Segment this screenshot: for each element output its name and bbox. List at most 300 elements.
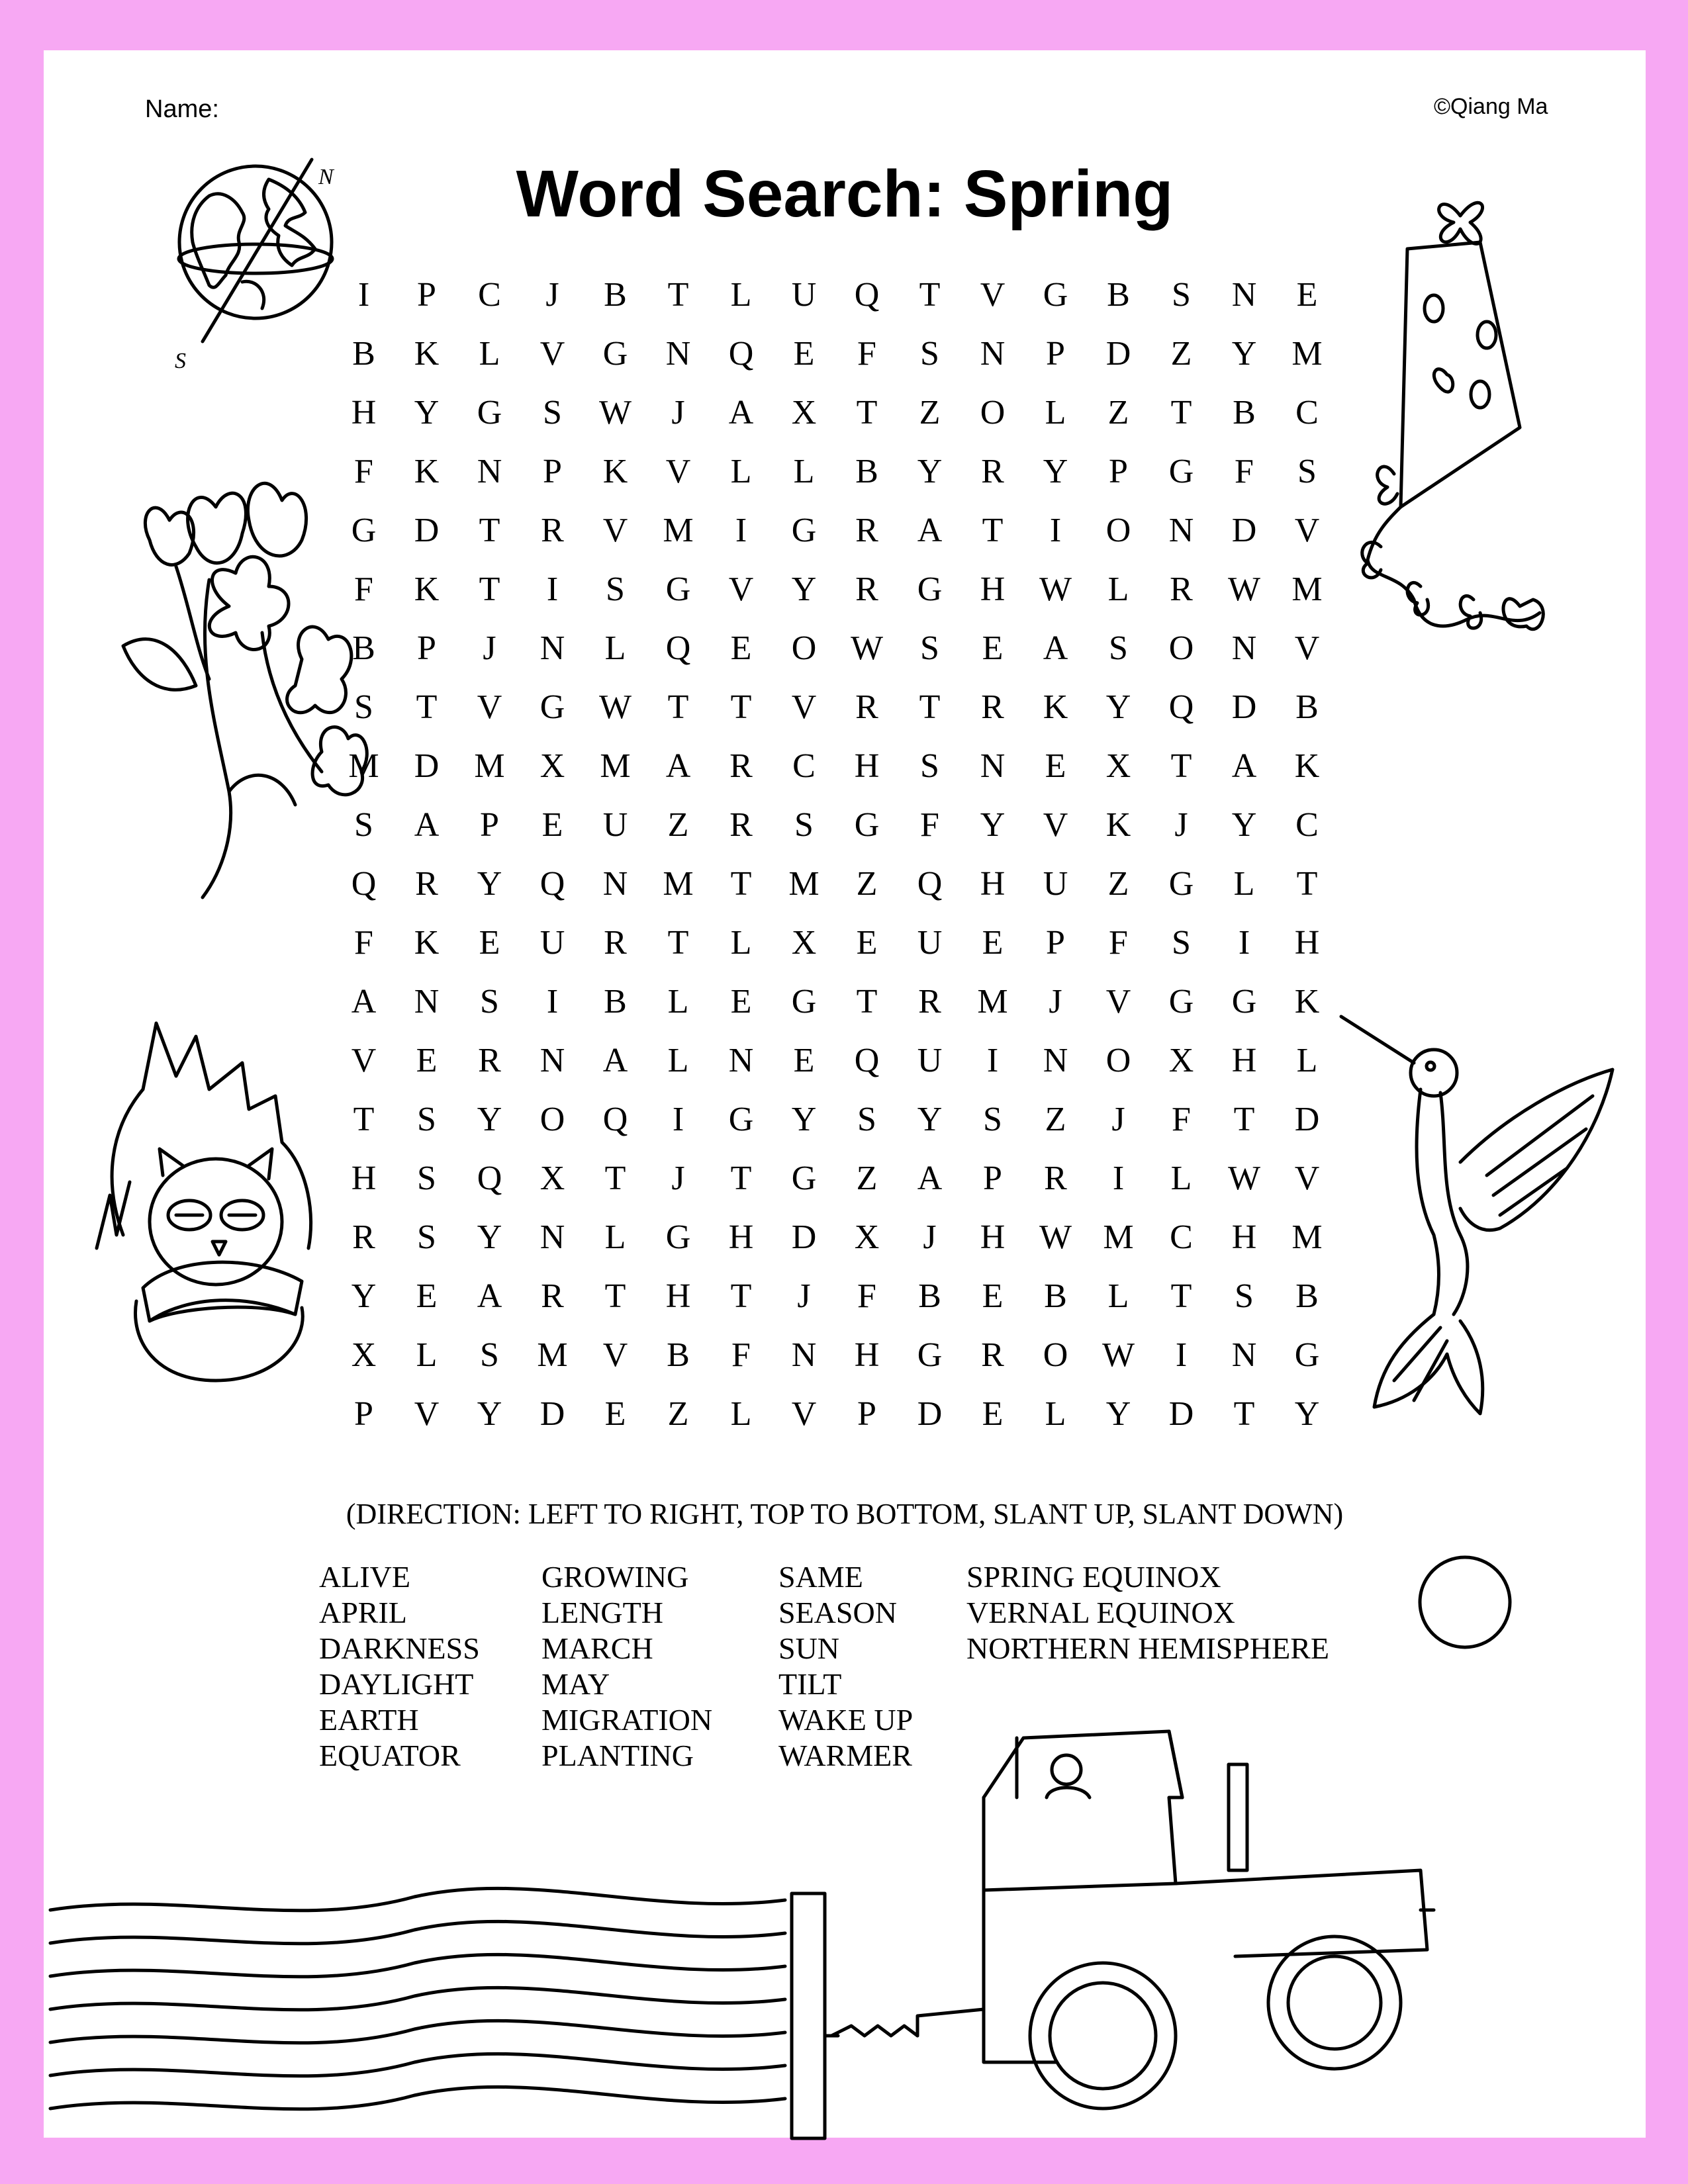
- grid-letter[interactable]: P: [417, 629, 436, 667]
- grid-letter[interactable]: Z: [1170, 335, 1192, 373]
- grid-letter[interactable]: T: [856, 394, 878, 432]
- grid-letter[interactable]: J: [545, 276, 559, 314]
- grid-letter[interactable]: U: [602, 806, 628, 844]
- grid-letter[interactable]: P: [1046, 924, 1065, 962]
- grid-letter[interactable]: E: [982, 924, 1004, 962]
- grid-letter[interactable]: M: [1103, 1218, 1134, 1256]
- grid-letter[interactable]: G: [539, 688, 565, 726]
- grid-letter[interactable]: T: [982, 512, 1004, 549]
- grid-letter[interactable]: V: [1294, 1160, 1320, 1197]
- grid-letter[interactable]: L: [667, 1042, 689, 1079]
- grid-letter[interactable]: P: [983, 1160, 1002, 1197]
- grid-letter[interactable]: A: [477, 1277, 502, 1315]
- grid-letter[interactable]: J: [1049, 983, 1062, 1021]
- grid-letter[interactable]: R: [981, 1336, 1004, 1374]
- grid-letter[interactable]: N: [980, 335, 1006, 373]
- grid-letter[interactable]: E: [1045, 747, 1066, 785]
- grid-letter[interactable]: Q: [351, 865, 377, 903]
- grid-letter[interactable]: Y: [414, 394, 440, 432]
- grid-letter[interactable]: L: [1107, 570, 1129, 608]
- grid-letter[interactable]: V: [602, 1336, 628, 1374]
- grid-letter[interactable]: R: [918, 983, 941, 1021]
- grid-letter[interactable]: S: [920, 335, 939, 373]
- grid-letter[interactable]: B: [667, 1336, 690, 1374]
- grid-letter[interactable]: F: [857, 335, 876, 373]
- grid-letter[interactable]: O: [1105, 512, 1131, 549]
- grid-letter[interactable]: D: [1294, 1101, 1320, 1138]
- grid-letter[interactable]: L: [1233, 865, 1255, 903]
- grid-letter[interactable]: V: [1105, 983, 1131, 1021]
- grid-letter[interactable]: Y: [1043, 453, 1068, 490]
- grid-letter[interactable]: S: [543, 394, 562, 432]
- grid-letter[interactable]: R: [855, 570, 878, 608]
- grid-letter[interactable]: S: [417, 1160, 436, 1197]
- grid-letter[interactable]: L: [479, 335, 500, 373]
- grid-letter[interactable]: S: [857, 1101, 876, 1138]
- grid-letter[interactable]: E: [793, 335, 815, 373]
- grid-letter[interactable]: T: [604, 1160, 626, 1197]
- grid-letter[interactable]: S: [480, 983, 499, 1021]
- grid-letter[interactable]: D: [1231, 512, 1257, 549]
- grid-letter[interactable]: P: [857, 1395, 876, 1433]
- grid-letter[interactable]: S: [354, 688, 373, 726]
- grid-letter[interactable]: H: [980, 570, 1006, 608]
- grid-letter[interactable]: P: [480, 806, 499, 844]
- grid-letter[interactable]: N: [414, 983, 440, 1021]
- grid-letter[interactable]: J: [1174, 806, 1188, 844]
- grid-letter[interactable]: N: [1231, 629, 1257, 667]
- grid-letter[interactable]: E: [793, 1042, 815, 1079]
- grid-letter[interactable]: L: [667, 983, 689, 1021]
- grid-letter[interactable]: N: [539, 1218, 565, 1256]
- grid-letter[interactable]: W: [1039, 1218, 1072, 1256]
- grid-letter[interactable]: N: [665, 335, 691, 373]
- grid-letter[interactable]: W: [598, 688, 632, 726]
- grid-letter[interactable]: A: [602, 1042, 628, 1079]
- grid-letter[interactable]: X: [539, 747, 565, 785]
- grid-letter[interactable]: T: [730, 865, 752, 903]
- grid-letter[interactable]: I: [986, 1042, 999, 1079]
- grid-letter[interactable]: O: [1043, 1336, 1068, 1374]
- grid-letter[interactable]: K: [414, 924, 440, 962]
- grid-letter[interactable]: Q: [728, 335, 754, 373]
- grid-letter[interactable]: G: [665, 570, 691, 608]
- grid-letter[interactable]: Z: [667, 806, 689, 844]
- grid-letter[interactable]: Y: [1105, 688, 1131, 726]
- grid-letter[interactable]: F: [731, 1336, 751, 1374]
- grid-letter[interactable]: E: [416, 1277, 438, 1315]
- grid-letter[interactable]: H: [1294, 924, 1320, 962]
- grid-letter[interactable]: P: [543, 453, 562, 490]
- grid-letter[interactable]: G: [854, 806, 880, 844]
- grid-letter[interactable]: N: [539, 1042, 565, 1079]
- grid-letter[interactable]: Q: [539, 865, 565, 903]
- grid-letter[interactable]: T: [479, 570, 500, 608]
- grid-letter[interactable]: B: [604, 276, 627, 314]
- grid-letter[interactable]: C: [792, 747, 816, 785]
- grid-letter[interactable]: B: [1233, 394, 1256, 432]
- grid-letter[interactable]: K: [1294, 747, 1320, 785]
- grid-letter[interactable]: V: [728, 570, 754, 608]
- grid-letter[interactable]: B: [1044, 1277, 1067, 1315]
- grid-letter[interactable]: T: [667, 688, 689, 726]
- grid-letter[interactable]: S: [480, 1336, 499, 1374]
- grid-letter[interactable]: A: [917, 512, 943, 549]
- grid-letter[interactable]: G: [477, 394, 502, 432]
- grid-letter[interactable]: E: [730, 983, 752, 1021]
- grid-letter[interactable]: E: [416, 1042, 438, 1079]
- grid-letter[interactable]: I: [546, 983, 559, 1021]
- grid-letter[interactable]: R: [855, 688, 878, 726]
- grid-letter[interactable]: T: [730, 1277, 752, 1315]
- grid-letter[interactable]: S: [1172, 276, 1191, 314]
- grid-letter[interactable]: T: [919, 276, 941, 314]
- grid-letter[interactable]: Y: [917, 1101, 943, 1138]
- grid-letter[interactable]: B: [1295, 688, 1319, 726]
- grid-letter[interactable]: W: [850, 629, 884, 667]
- grid-letter[interactable]: R: [541, 1277, 564, 1315]
- grid-letter[interactable]: G: [1231, 983, 1257, 1021]
- grid-letter[interactable]: M: [1291, 570, 1323, 608]
- grid-letter[interactable]: G: [1168, 865, 1194, 903]
- grid-letter[interactable]: E: [1296, 276, 1318, 314]
- grid-letter[interactable]: Q: [602, 1101, 628, 1138]
- grid-letter[interactable]: E: [541, 806, 563, 844]
- grid-letter[interactable]: R: [981, 453, 1004, 490]
- grid-letter[interactable]: D: [791, 1218, 817, 1256]
- grid-letter[interactable]: Z: [856, 1160, 878, 1197]
- grid-letter[interactable]: R: [352, 1218, 375, 1256]
- grid-letter[interactable]: G: [791, 512, 817, 549]
- grid-letter[interactable]: W: [598, 394, 632, 432]
- grid-letter[interactable]: G: [791, 983, 817, 1021]
- grid-letter[interactable]: V: [351, 1042, 377, 1079]
- grid-letter[interactable]: K: [414, 570, 440, 608]
- grid-letter[interactable]: S: [417, 1218, 436, 1256]
- grid-letter[interactable]: H: [665, 1277, 691, 1315]
- grid-letter[interactable]: V: [477, 688, 502, 726]
- grid-letter[interactable]: B: [918, 1277, 941, 1315]
- grid-letter[interactable]: K: [1105, 806, 1131, 844]
- grid-letter[interactable]: U: [1043, 865, 1068, 903]
- grid-letter[interactable]: F: [1109, 924, 1128, 962]
- grid-letter[interactable]: M: [1291, 335, 1323, 373]
- grid-letter[interactable]: S: [1297, 453, 1317, 490]
- grid-letter[interactable]: I: [672, 1101, 684, 1138]
- grid-letter[interactable]: E: [604, 1395, 626, 1433]
- grid-letter[interactable]: H: [351, 394, 377, 432]
- grid-letter[interactable]: M: [474, 747, 505, 785]
- grid-letter[interactable]: X: [1105, 747, 1131, 785]
- grid-letter[interactable]: F: [354, 570, 373, 608]
- grid-letter[interactable]: H: [1231, 1042, 1257, 1079]
- grid-letter[interactable]: O: [539, 1101, 565, 1138]
- grid-letter[interactable]: D: [1168, 1395, 1194, 1433]
- grid-letter[interactable]: D: [1105, 335, 1131, 373]
- grid-letter[interactable]: N: [602, 865, 628, 903]
- grid-letter[interactable]: T: [667, 924, 689, 962]
- grid-letter[interactable]: L: [1045, 394, 1066, 432]
- grid-letter[interactable]: R: [1170, 570, 1193, 608]
- grid-letter[interactable]: L: [1045, 1395, 1066, 1433]
- grid-letter[interactable]: E: [982, 1277, 1004, 1315]
- grid-letter[interactable]: Q: [854, 276, 880, 314]
- grid-letter[interactable]: F: [354, 453, 373, 490]
- grid-letter[interactable]: K: [602, 453, 628, 490]
- grid-letter[interactable]: T: [856, 983, 878, 1021]
- grid-letter[interactable]: T: [730, 1160, 752, 1197]
- grid-letter[interactable]: I: [546, 570, 559, 608]
- grid-letter[interactable]: U: [791, 276, 817, 314]
- grid-letter[interactable]: A: [414, 806, 440, 844]
- grid-letter[interactable]: T: [479, 512, 500, 549]
- grid-letter[interactable]: N: [791, 1336, 817, 1374]
- grid-letter[interactable]: Z: [667, 1395, 689, 1433]
- grid-letter[interactable]: J: [797, 1277, 811, 1315]
- grid-letter[interactable]: M: [663, 512, 694, 549]
- grid-letter[interactable]: Z: [1107, 865, 1129, 903]
- grid-letter[interactable]: L: [793, 453, 815, 490]
- grid-letter[interactable]: W: [1102, 1336, 1135, 1374]
- grid-letter[interactable]: Y: [980, 806, 1006, 844]
- grid-letter[interactable]: G: [728, 1101, 754, 1138]
- grid-letter[interactable]: T: [416, 688, 438, 726]
- grid-letter[interactable]: J: [923, 1218, 937, 1256]
- grid-letter[interactable]: L: [730, 924, 752, 962]
- grid-letter[interactable]: V: [665, 453, 691, 490]
- grid-letter[interactable]: X: [351, 1336, 377, 1374]
- grid-letter[interactable]: V: [791, 688, 817, 726]
- grid-letter[interactable]: V: [414, 1395, 440, 1433]
- grid-letter[interactable]: H: [854, 1336, 880, 1374]
- grid-letter[interactable]: M: [600, 747, 631, 785]
- grid-letter[interactable]: G: [1168, 983, 1194, 1021]
- grid-letter[interactable]: A: [665, 747, 691, 785]
- grid-letter[interactable]: T: [604, 1277, 626, 1315]
- grid-letter[interactable]: O: [791, 629, 817, 667]
- grid-letter[interactable]: R: [729, 806, 753, 844]
- grid-letter[interactable]: Q: [854, 1042, 880, 1079]
- grid-letter[interactable]: J: [483, 629, 496, 667]
- grid-letter[interactable]: H: [1231, 1218, 1257, 1256]
- grid-letter[interactable]: T: [353, 1101, 375, 1138]
- grid-letter[interactable]: S: [794, 806, 814, 844]
- grid-letter[interactable]: G: [791, 1160, 817, 1197]
- grid-letter[interactable]: B: [855, 453, 878, 490]
- grid-letter[interactable]: S: [606, 570, 625, 608]
- grid-letter[interactable]: Y: [477, 1218, 502, 1256]
- grid-letter[interactable]: B: [352, 629, 375, 667]
- grid-letter[interactable]: I: [1112, 1160, 1125, 1197]
- grid-letter[interactable]: Q: [917, 865, 943, 903]
- grid-letter[interactable]: J: [1111, 1101, 1125, 1138]
- grid-letter[interactable]: G: [1168, 453, 1194, 490]
- grid-letter[interactable]: F: [1235, 453, 1254, 490]
- grid-letter[interactable]: Z: [856, 865, 878, 903]
- grid-letter[interactable]: S: [1172, 924, 1191, 962]
- grid-letter[interactable]: Y: [1231, 806, 1257, 844]
- grid-letter[interactable]: E: [479, 924, 500, 962]
- grid-letter[interactable]: U: [917, 1042, 943, 1079]
- grid-letter[interactable]: A: [917, 1160, 943, 1197]
- grid-letter[interactable]: N: [1231, 276, 1257, 314]
- grid-letter[interactable]: A: [1231, 747, 1257, 785]
- grid-letter[interactable]: P: [1046, 335, 1065, 373]
- grid-letter[interactable]: Z: [1045, 1101, 1066, 1138]
- grid-letter[interactable]: O: [1168, 629, 1194, 667]
- grid-letter[interactable]: Z: [1107, 394, 1129, 432]
- grid-letter[interactable]: V: [791, 1395, 817, 1433]
- grid-letter[interactable]: R: [415, 865, 438, 903]
- grid-letter[interactable]: Y: [477, 865, 502, 903]
- grid-letter[interactable]: R: [541, 512, 564, 549]
- grid-letter[interactable]: V: [1294, 512, 1320, 549]
- grid-letter[interactable]: I: [1175, 1336, 1188, 1374]
- grid-letter[interactable]: Y: [791, 1101, 817, 1138]
- grid-letter[interactable]: D: [414, 747, 440, 785]
- grid-letter[interactable]: D: [917, 1395, 943, 1433]
- grid-letter[interactable]: L: [730, 276, 752, 314]
- grid-letter[interactable]: X: [791, 394, 817, 432]
- grid-letter[interactable]: L: [604, 629, 626, 667]
- grid-letter[interactable]: G: [1294, 1336, 1320, 1374]
- grid-letter[interactable]: Y: [1105, 1395, 1131, 1433]
- grid-letter[interactable]: T: [919, 688, 941, 726]
- grid-letter[interactable]: D: [414, 512, 440, 549]
- grid-letter[interactable]: Q: [665, 629, 691, 667]
- grid-letter[interactable]: Y: [1294, 1395, 1320, 1433]
- grid-letter[interactable]: O: [980, 394, 1006, 432]
- grid-letter[interactable]: R: [1044, 1160, 1067, 1197]
- grid-letter[interactable]: S: [1109, 629, 1128, 667]
- grid-letter[interactable]: N: [728, 1042, 754, 1079]
- grid-letter[interactable]: V: [602, 512, 628, 549]
- grid-letter[interactable]: S: [354, 806, 373, 844]
- grid-letter[interactable]: A: [728, 394, 754, 432]
- grid-letter[interactable]: Y: [1231, 335, 1257, 373]
- grid-letter[interactable]: N: [1168, 512, 1194, 549]
- grid-letter[interactable]: W: [1227, 570, 1261, 608]
- grid-letter[interactable]: X: [539, 1160, 565, 1197]
- grid-letter[interactable]: U: [917, 924, 943, 962]
- grid-letter[interactable]: S: [417, 1101, 436, 1138]
- grid-letter[interactable]: T: [1233, 1395, 1255, 1433]
- grid-letter[interactable]: R: [981, 688, 1004, 726]
- grid-letter[interactable]: E: [856, 924, 878, 962]
- grid-letter[interactable]: M: [348, 747, 379, 785]
- grid-letter[interactable]: E: [730, 629, 752, 667]
- grid-letter[interactable]: H: [980, 865, 1006, 903]
- grid-letter[interactable]: Y: [917, 453, 943, 490]
- grid-letter[interactable]: A: [1043, 629, 1068, 667]
- grid-letter[interactable]: B: [604, 983, 627, 1021]
- grid-letter[interactable]: X: [854, 1218, 880, 1256]
- grid-letter[interactable]: P: [1109, 453, 1128, 490]
- grid-letter[interactable]: I: [1049, 512, 1062, 549]
- grid-letter[interactable]: M: [1291, 1218, 1323, 1256]
- grid-letter[interactable]: W: [1227, 1160, 1261, 1197]
- grid-letter[interactable]: T: [1296, 865, 1318, 903]
- grid-letter[interactable]: R: [604, 924, 627, 962]
- grid-letter[interactable]: N: [980, 747, 1006, 785]
- grid-letter[interactable]: F: [354, 924, 373, 962]
- grid-letter[interactable]: E: [982, 1395, 1004, 1433]
- grid-letter[interactable]: H: [854, 747, 880, 785]
- grid-letter[interactable]: L: [604, 1218, 626, 1256]
- grid-letter[interactable]: X: [791, 924, 817, 962]
- grid-letter[interactable]: N: [477, 453, 502, 490]
- grid-letter[interactable]: A: [351, 983, 377, 1021]
- grid-letter[interactable]: K: [414, 335, 440, 373]
- grid-letter[interactable]: G: [665, 1218, 691, 1256]
- grid-letter[interactable]: S: [1235, 1277, 1254, 1315]
- grid-letter[interactable]: F: [857, 1277, 876, 1315]
- grid-letter[interactable]: G: [602, 335, 628, 373]
- grid-letter[interactable]: T: [1170, 1277, 1192, 1315]
- grid-letter[interactable]: R: [855, 512, 878, 549]
- grid-letter[interactable]: N: [1043, 1042, 1068, 1079]
- grid-letter[interactable]: M: [977, 983, 1008, 1021]
- grid-letter[interactable]: Y: [351, 1277, 377, 1315]
- grid-letter[interactable]: B: [1107, 276, 1130, 314]
- grid-letter[interactable]: J: [671, 1160, 685, 1197]
- grid-letter[interactable]: D: [1231, 688, 1257, 726]
- grid-letter[interactable]: K: [414, 453, 440, 490]
- grid-letter[interactable]: E: [982, 629, 1004, 667]
- grid-letter[interactable]: C: [1295, 394, 1319, 432]
- grid-letter[interactable]: V: [539, 335, 565, 373]
- grid-letter[interactable]: Q: [477, 1160, 502, 1197]
- grid-letter[interactable]: N: [1231, 1336, 1257, 1374]
- grid-letter[interactable]: C: [1170, 1218, 1193, 1256]
- grid-letter[interactable]: L: [1170, 1160, 1192, 1197]
- grid-letter[interactable]: G: [917, 1336, 943, 1374]
- grid-letter[interactable]: V: [980, 276, 1006, 314]
- grid-letter[interactable]: M: [537, 1336, 568, 1374]
- grid-letter[interactable]: O: [1105, 1042, 1131, 1079]
- grid-letter[interactable]: J: [671, 394, 685, 432]
- grid-letter[interactable]: L: [730, 453, 752, 490]
- grid-letter[interactable]: G: [917, 570, 943, 608]
- grid-letter[interactable]: Y: [477, 1101, 502, 1138]
- grid-letter[interactable]: M: [788, 865, 820, 903]
- grid-letter[interactable]: T: [730, 688, 752, 726]
- grid-letter[interactable]: H: [728, 1218, 754, 1256]
- grid-letter[interactable]: V: [1294, 629, 1320, 667]
- grid-letter[interactable]: B: [1295, 1277, 1319, 1315]
- grid-letter[interactable]: V: [1043, 806, 1068, 844]
- grid-letter[interactable]: N: [539, 629, 565, 667]
- grid-letter[interactable]: G: [1043, 276, 1068, 314]
- grid-letter[interactable]: Y: [791, 570, 817, 608]
- grid-letter[interactable]: S: [920, 747, 939, 785]
- grid-letter[interactable]: F: [920, 806, 939, 844]
- grid-letter[interactable]: L: [416, 1336, 438, 1374]
- grid-letter[interactable]: K: [1294, 983, 1320, 1021]
- grid-letter[interactable]: Q: [1168, 688, 1194, 726]
- grid-letter[interactable]: L: [1296, 1042, 1318, 1079]
- grid-letter[interactable]: T: [1233, 1101, 1255, 1138]
- grid-letter[interactable]: L: [730, 1395, 752, 1433]
- grid-letter[interactable]: S: [920, 629, 939, 667]
- grid-letter[interactable]: I: [357, 276, 370, 314]
- grid-letter[interactable]: Z: [919, 394, 941, 432]
- grid-letter[interactable]: I: [1238, 924, 1250, 962]
- grid-letter[interactable]: M: [663, 865, 694, 903]
- grid-letter[interactable]: H: [980, 1218, 1006, 1256]
- grid-letter[interactable]: F: [1172, 1101, 1191, 1138]
- grid-letter[interactable]: T: [667, 276, 689, 314]
